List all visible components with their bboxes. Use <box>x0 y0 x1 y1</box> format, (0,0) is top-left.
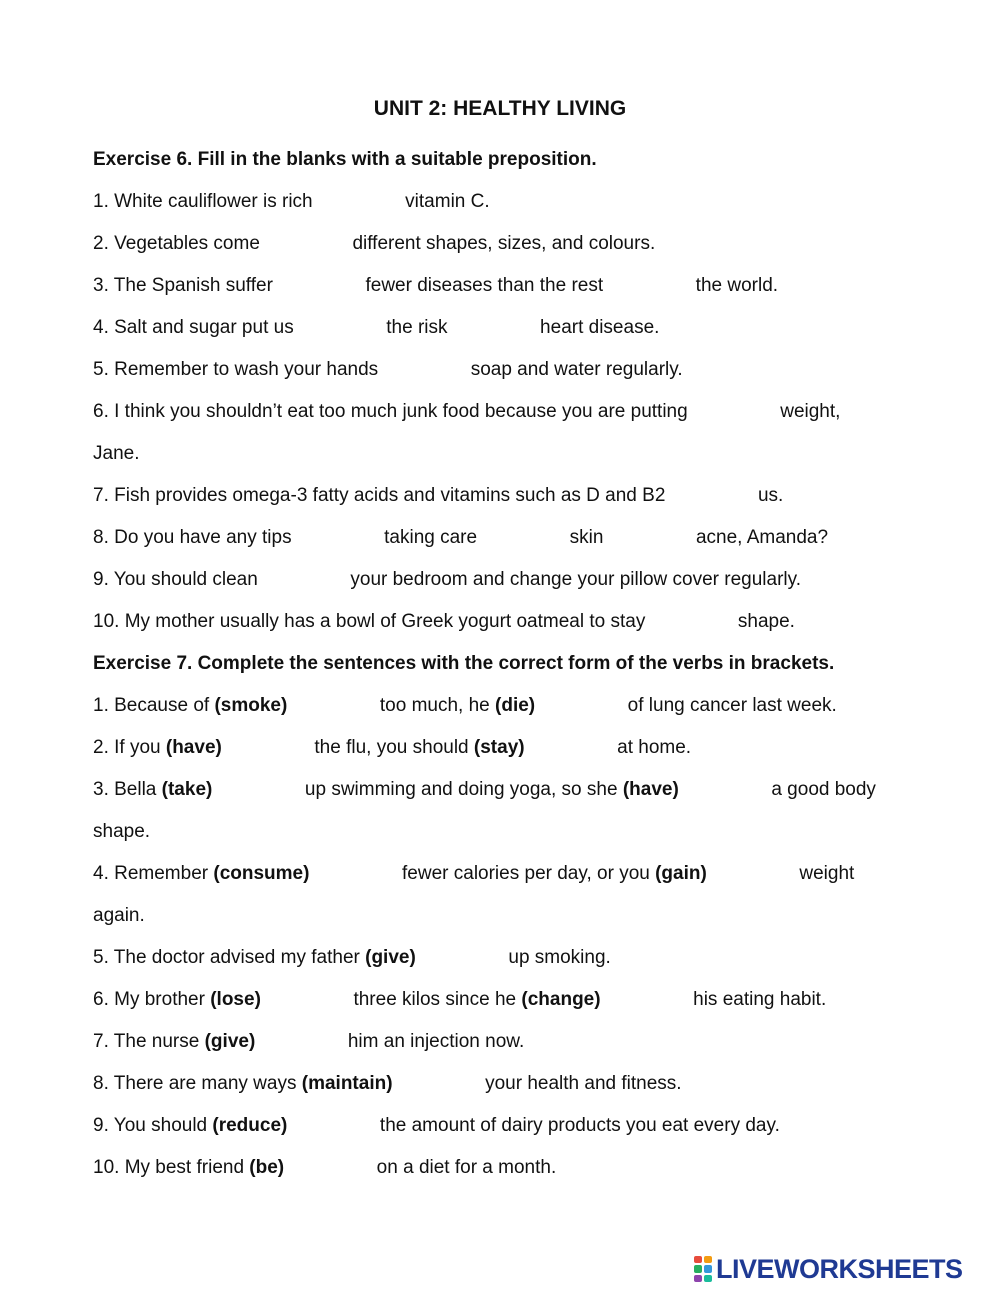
verb-hint: (gain) <box>655 863 707 884</box>
exercise-7-line: 4. Remember (consume) fewer calories per day, or you (gain) weight <box>93 863 855 884</box>
liveworksheets-logo <box>694 1253 963 1285</box>
verb-hint: (have) <box>622 779 679 800</box>
exercise-6-heading: Exercise 6. Fill in the blanks with a suitable preposition. <box>93 149 597 170</box>
logo-mark-square <box>704 1256 712 1263</box>
answer-blank[interactable] <box>672 499 752 501</box>
exercise-7-heading: Exercise 7. Complete the sentences with the correct form of the verbs in brackets. <box>93 653 835 674</box>
answer-blank[interactable] <box>483 541 563 543</box>
answer-blank[interactable] <box>652 625 732 627</box>
exercise-7-line: 3. Bella (take) up swimming and doing yoga, so she (have) a good body <box>93 779 876 800</box>
verb-hint: (give) <box>365 947 416 968</box>
answer-blank[interactable] <box>316 877 396 879</box>
answer-blank[interactable] <box>609 289 689 291</box>
answer-blank[interactable] <box>607 1003 687 1005</box>
logo-mark-square <box>694 1275 702 1282</box>
answer-blank[interactable] <box>298 541 378 543</box>
verb-hint: (be) <box>249 1157 285 1178</box>
exercise-7-line: 6. My brother (lose) three kilos since he (change) his eating habit. <box>93 989 827 1010</box>
verb-hint: (take) <box>161 779 213 800</box>
logo-mark-square <box>704 1265 712 1272</box>
answer-blank[interactable] <box>384 373 464 375</box>
verb-hint: (maintain) <box>301 1073 393 1094</box>
verb-hint: (reduce) <box>212 1115 288 1136</box>
answer-blank[interactable] <box>266 247 346 249</box>
exercise-6-line: 7. Fish provides omega-3 fatty acids and vitamins such as D and B2 us. <box>93 485 784 506</box>
answer-blank[interactable] <box>694 415 774 417</box>
logo-mark-square <box>694 1256 702 1263</box>
verb-hint: (have) <box>165 737 222 758</box>
answer-blank[interactable] <box>300 331 380 333</box>
exercise-7-line: 10. My best friend (be) on a diet for a month. <box>93 1157 557 1178</box>
answer-blank[interactable] <box>267 1003 347 1005</box>
verb-hint: (lose) <box>210 989 261 1010</box>
logo-mark-icon <box>694 1256 712 1282</box>
exercise-7-line: 9. You should (reduce) the amount of dairy products you eat every day. <box>93 1115 780 1136</box>
answer-blank[interactable] <box>531 751 611 753</box>
exercise-6-list <box>93 181 913 643</box>
exercise-7-line: 2. If you (have) the flu, you should (stay) at home. <box>93 737 692 758</box>
verb-hint: (smoke) <box>214 695 288 716</box>
answer-blank[interactable] <box>262 1045 342 1047</box>
exercise-7-line: shape. <box>93 821 151 842</box>
answer-blank[interactable] <box>294 1129 374 1131</box>
exercise-6-line: Jane. <box>93 443 140 464</box>
exercise-6-line: 3. The Spanish suffer fewer diseases than the rest the world. <box>93 275 779 296</box>
exercise-6-line: 4. Salt and sugar put us the risk heart disease. <box>93 317 660 338</box>
logo-mark-square <box>704 1275 712 1282</box>
worksheet-content <box>93 139 913 1189</box>
exercise-7-line: 1. Because of (smoke) too much, he (die) of lung cancer last week. <box>93 695 837 716</box>
answer-blank[interactable] <box>279 289 359 291</box>
exercise-7-line: again. <box>93 905 145 926</box>
logo-text: LIVEWORKSHEETS <box>716 1253 963 1284</box>
exercise-6-line: 9. You should clean your bedroom and change your pillow cover regularly. <box>93 569 801 590</box>
logo-mark-square <box>694 1265 702 1272</box>
exercise-6-line: 5. Remember to wash your hands soap and water regularly. <box>93 359 683 380</box>
answer-blank[interactable] <box>290 1171 370 1173</box>
exercise-7-list <box>93 685 913 1189</box>
exercise-6-line: 8. Do you have any tips taking care skin acne, Amanda? <box>93 527 829 548</box>
exercise-7-line: 8. There are many ways (maintain) your health and fitness. <box>93 1073 682 1094</box>
answer-blank[interactable] <box>713 877 793 879</box>
verb-hint: (give) <box>204 1031 256 1052</box>
verb-hint: (stay) <box>473 737 525 758</box>
verb-hint: (consume) <box>213 863 310 884</box>
exercise-7-line: 5. The doctor advised my father (give) up smoking. <box>93 947 611 968</box>
answer-blank[interactable] <box>685 793 765 795</box>
verb-hint: (change) <box>521 989 601 1010</box>
answer-blank[interactable] <box>264 583 344 585</box>
exercise-7-line: 7. The nurse (give) him an injection now. <box>93 1031 525 1052</box>
exercise-6-line: 1. White cauliflower is rich vitamin C. <box>93 191 490 212</box>
answer-blank[interactable] <box>454 331 534 333</box>
page-title: UNIT 2: HEALTHY LIVING <box>373 97 627 120</box>
verb-hint: (die) <box>495 695 536 716</box>
answer-blank[interactable] <box>610 541 690 543</box>
answer-blank[interactable] <box>319 205 399 207</box>
answer-blank[interactable] <box>422 961 502 963</box>
answer-blank[interactable] <box>541 709 621 711</box>
exercise-6-line: 6. I think you shouldn’t eat too much junk food because you are putting weight, <box>93 401 841 422</box>
answer-blank[interactable] <box>228 751 308 753</box>
exercise-6-line: 10. My mother usually has a bowl of Greek yogurt oatmeal to stay shape. <box>93 611 795 632</box>
exercise-6-line: 2. Vegetables come different shapes, sizes, and colours. <box>93 233 656 254</box>
answer-blank[interactable] <box>219 793 299 795</box>
answer-blank[interactable] <box>294 709 374 711</box>
answer-blank[interactable] <box>399 1087 479 1089</box>
